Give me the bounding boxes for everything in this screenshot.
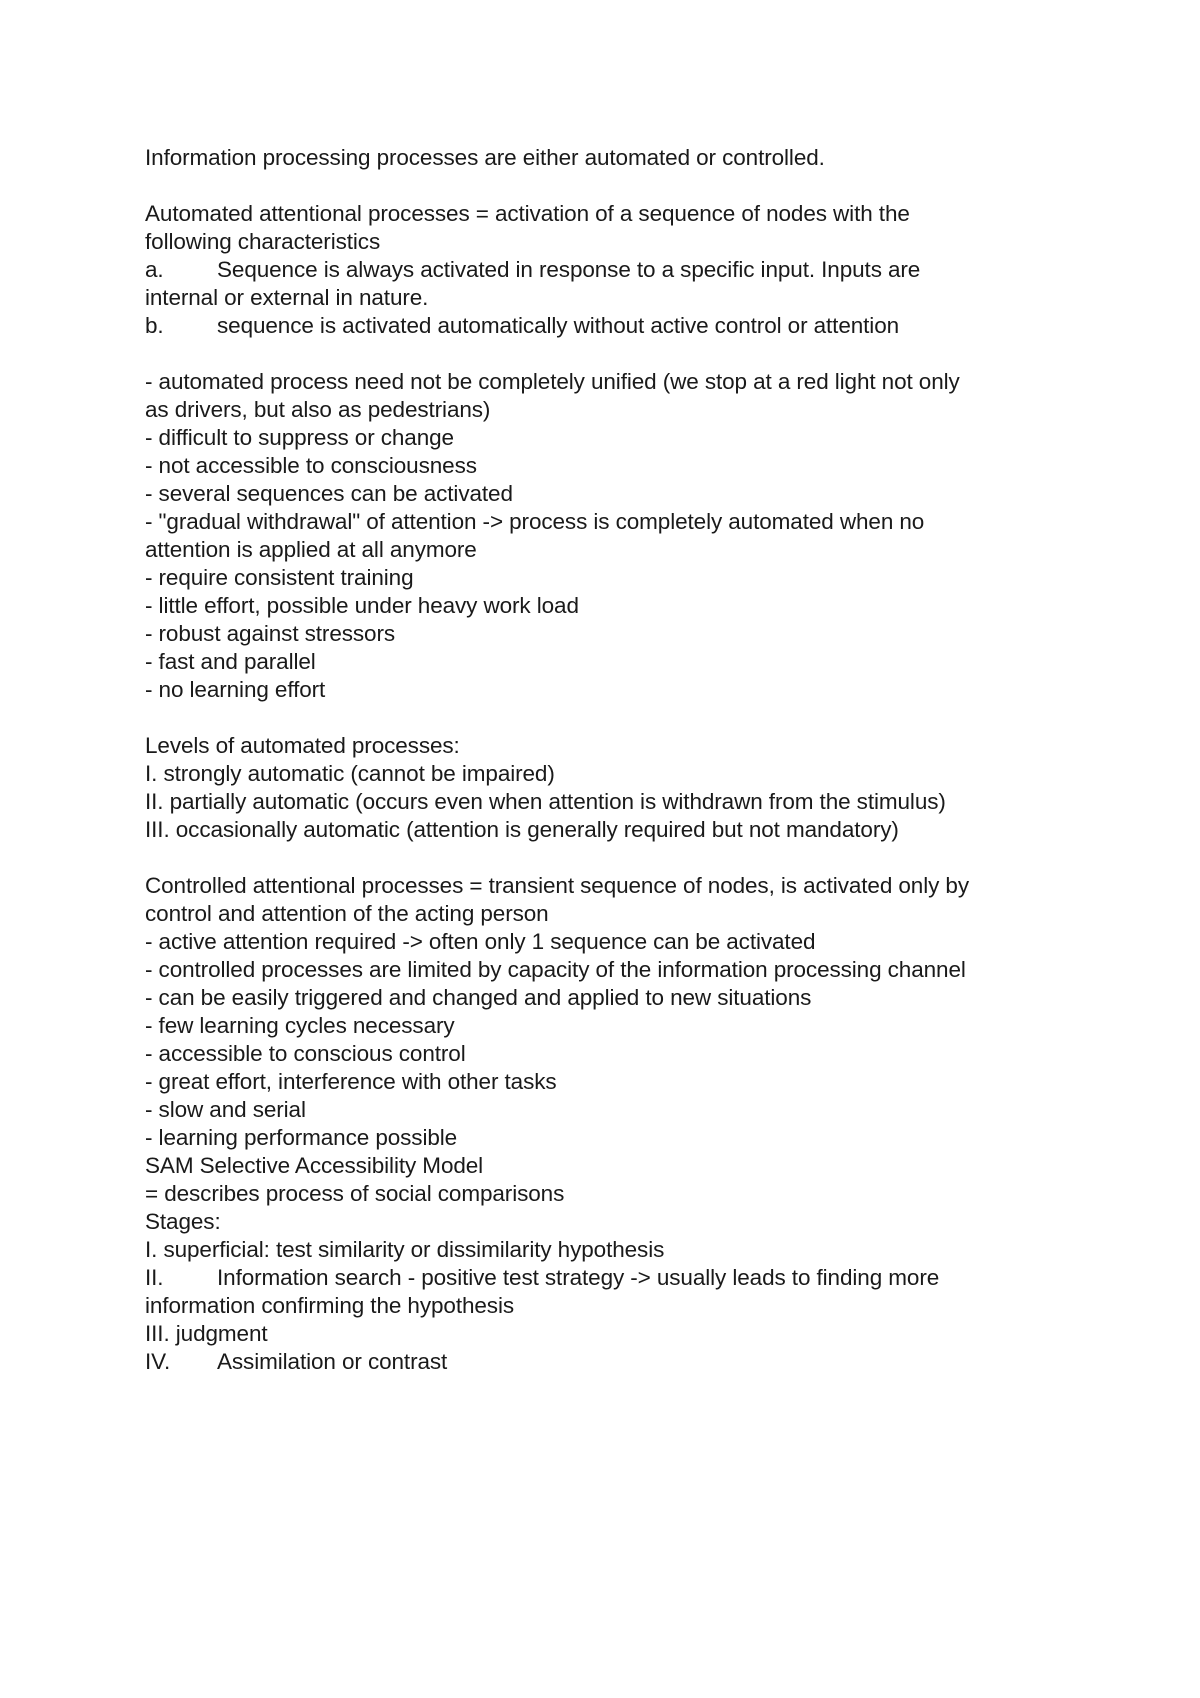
stage-line [145,1264,1075,1292]
stage-label: IV. [145,1349,171,1374]
auto-bullet-line: as drivers, but also as pedestrians) [145,397,491,422]
stage-line: III. judgment [145,1321,268,1346]
auto-bullet-line: - require consistent training [145,565,414,590]
spacer [145,704,1075,732]
stage-line: I. superficial: test similarity or dissimilarity hypothesis [145,1237,665,1262]
list-label: a. [145,257,164,282]
level-line: III. occasionally automatic (attention is generally required but not mandatory) [145,817,899,842]
stage-text: Information search - positive test strategy -> usually leads to finding more [217,1265,940,1290]
controlled-line: - active attention required -> often only 1 sequence can be activated [145,929,816,954]
controlled-line: control and attention of the acting person [145,901,549,926]
document-body [145,144,1075,1376]
list-text: Sequence is always activated in response to a specific input. Inputs are [217,257,921,282]
controlled-line: - learning performance possible [145,1125,458,1150]
stage-continuation: information confirming the hypothesis [145,1293,514,1318]
level-line: I. strongly automatic (cannot be impaired) [145,761,555,786]
list-item-a [145,256,1075,284]
auto-definition-line: Automated attentional processes = activation of a sequence of nodes with the [145,201,910,226]
stage-line [145,1348,1075,1376]
controlled-line: - great effort, interference with other tasks [145,1069,557,1094]
auto-bullet-line: - difficult to suppress or change [145,425,454,450]
controlled-line: - slow and serial [145,1097,306,1122]
list-item-a-continuation: internal or external in nature. [145,285,429,310]
spacer [145,844,1075,872]
auto-bullet-line: - several sequences can be activated [145,481,513,506]
auto-definition-line: following characteristics [145,229,381,254]
auto-bullet-line: - automated process need not be completely unified (we stop at a red light not only [145,369,960,394]
controlled-line: - controlled processes are limited by capacity of the information processing channel [145,957,966,982]
auto-bullet-line: - robust against stressors [145,621,395,646]
controlled-line: - few learning cycles necessary [145,1013,455,1038]
list-label: b. [145,313,164,338]
controlled-line: - accessible to conscious control [145,1041,466,1066]
auto-bullet-line: - no learning effort [145,677,326,702]
stage-label: II. [145,1265,164,1290]
list-item-b [145,312,1075,340]
level-line: II. partially automatic (occurs even when attention is withdrawn from the stimulus) [145,789,946,814]
levels-heading: Levels of automated processes: [145,733,460,758]
auto-bullet-line: - not accessible to consciousness [145,453,477,478]
sam-line: Stages: [145,1209,221,1234]
stage-text: Assimilation or contrast [217,1349,448,1374]
auto-bullet-line: - "gradual withdrawal" of attention -> process is completely automated when no [145,509,925,534]
auto-bullet-line: - fast and parallel [145,649,316,674]
controlled-line: - can be easily triggered and changed and applied to new situations [145,985,812,1010]
auto-bullet-line: - little effort, possible under heavy work load [145,593,579,618]
list-text: sequence is activated automatically without active control or attention [217,313,900,338]
sam-line: = describes process of social comparisons [145,1181,565,1206]
auto-bullet-line: attention is applied at all anymore [145,537,477,562]
sam-heading: SAM Selective Accessibility Model [145,1153,484,1178]
controlled-line: Controlled attentional processes = transient sequence of nodes, is activated only by [145,873,969,898]
intro-line: Information processing processes are either automated or controlled. [145,145,825,170]
spacer [145,340,1075,368]
spacer [145,172,1075,200]
